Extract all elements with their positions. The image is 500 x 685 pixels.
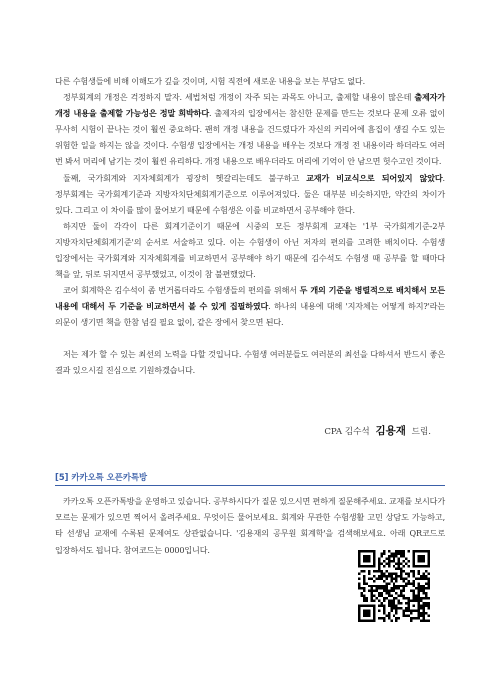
section-title: [5] 카카오톡 오픈카톡방 [55,472,148,482]
paragraph-1 [55,73,445,89]
text-run: 하지만 둘이 각각이 다른 회계기준이기 때문에 시중의 모든 정부회계 교재는 '1부 국가회계기준-2부 지방자치단체회계기준'의 순서로 서술하고 있다. 이는 수험생이 아닌 저자의 편의를 고려한 배치이다. 수험생 입장에서는 국가회계와 지자체회계를 비교하면서 공부해야 하기 때문에 김수석도 수험생 때 공부를 할 때마다 책을 앞, 뒤로 뒤지면서 공부했었고, 이것이 참 불편했었다. [55,220,445,280]
text-run: 다른 수험생들에 비해 이해도가 깊을 것이며, 시험 직전에 새로운 내용을 보는 부담도 없다. [55,76,365,86]
paragraph-gap [55,331,445,346]
paragraph-closing [55,346,445,378]
section-body [55,493,445,558]
paragraph-2 [55,89,445,169]
text-run: . 정부회계는 국가회계기준과 지방자치단체회계기준으로 이루어져있다. 둘은 대부분 비슷하지만, 약간의 차이가 있다. 그리고 이 차이를 많이 물어보기 때문에 수험생은 이를 비교하면서 공부해야 한다. [55,172,445,215]
bold-emphasis: 출제자가 개정 내용을 출제할 가능성은 정말 희박하다 [55,92,445,119]
paragraph-5 [55,282,445,330]
text-run: . 하나의 내용에 대해 '지자체는 어떻게 하지?'라는 의문이 생기면 책을 한참 넘길 필요 없이, 같은 장에서 찾으면 된다. [55,301,446,328]
signature-name: 김용재 [375,425,406,437]
text-run: 정부회계의 개정은 걱정하지 말자. 세법처럼 개정이 자주 되는 과목도 아니고, 출제할 내용이 많은데 [63,92,415,103]
text-run: 저는 제가 할 수 있는 최선의 노력을 다할 것입니다. 수험생 여러분들도 여러분의 최선을 다하셔서 반드시 좋은 결과 있으시길 진심으로 기원하겠습니다. [55,348,445,375]
text-run: . 출제자의 입장에서는 참신한 문제를 만드는 것보다 문제 오류 없이 무사히 시험이 끝나는 것이 훨씬 중요하다. 괜히 개정 내용을 건드렸다가 자신의 커리어에 흠집이 생길 수도 있는 위험한 일을 하지는 않을 것이다. 수험생 입장에서는 개정 내용을 배우는 것보다 개정 전 내용이라 하더라도 여러 번 봐서 머리에 남기는 것이 훨씬 유리하다. 개정 내용으로 배우더라도 머리에 기억이 안 남으면 헛수고인 것이다. [55,108,445,167]
preface-body [55,73,445,378]
section-paragraph: 카카오톡 오픈카톡방을 운영하고 있습니다. 공부하시다가 질문 있으시면 편하게 질문해주세요. 교재를 보시다가 모르는 문제가 있으면 찍어서 올려주세요. 무엇이든 물어보세요. 회계와 무관한 수험생활 고민 상담도 가능하고, 타 선생님 교재에 수록된 문제여도 상관없습니다. '김용재의 공무원 회계학'을 검색해보세요. 아래 QR코드로 입장하셔도 됩니다. 참여코드는 0000입니다. [55,496,445,555]
signature [324,423,431,438]
text-run: 둘째, 국가회계와 지자체회계가 굉장히 헷갈리는데도 불구하고 [63,172,307,183]
paragraph-4 [55,218,445,282]
signature-suffix: 드림. [411,427,431,437]
bold-emphasis: 두 개의 기준을 병렬적으로 배치해서 모든 내용에 대해서 두 기준을 비교하면서 볼 수 있게 집필하였다 [55,285,445,312]
qr-code-icon[interactable] [358,550,430,622]
signature-prefix: CPA 김수석 [324,427,370,437]
section-divider [55,485,445,486]
paragraph-3 [55,170,445,218]
text-run: 코어 회계학은 김수석이 좀 번거롭더라도 수험생들의 편의를 위해서 [63,285,300,296]
bold-emphasis: 교재가 비교식으로 되어있지 않았다 [306,172,443,183]
